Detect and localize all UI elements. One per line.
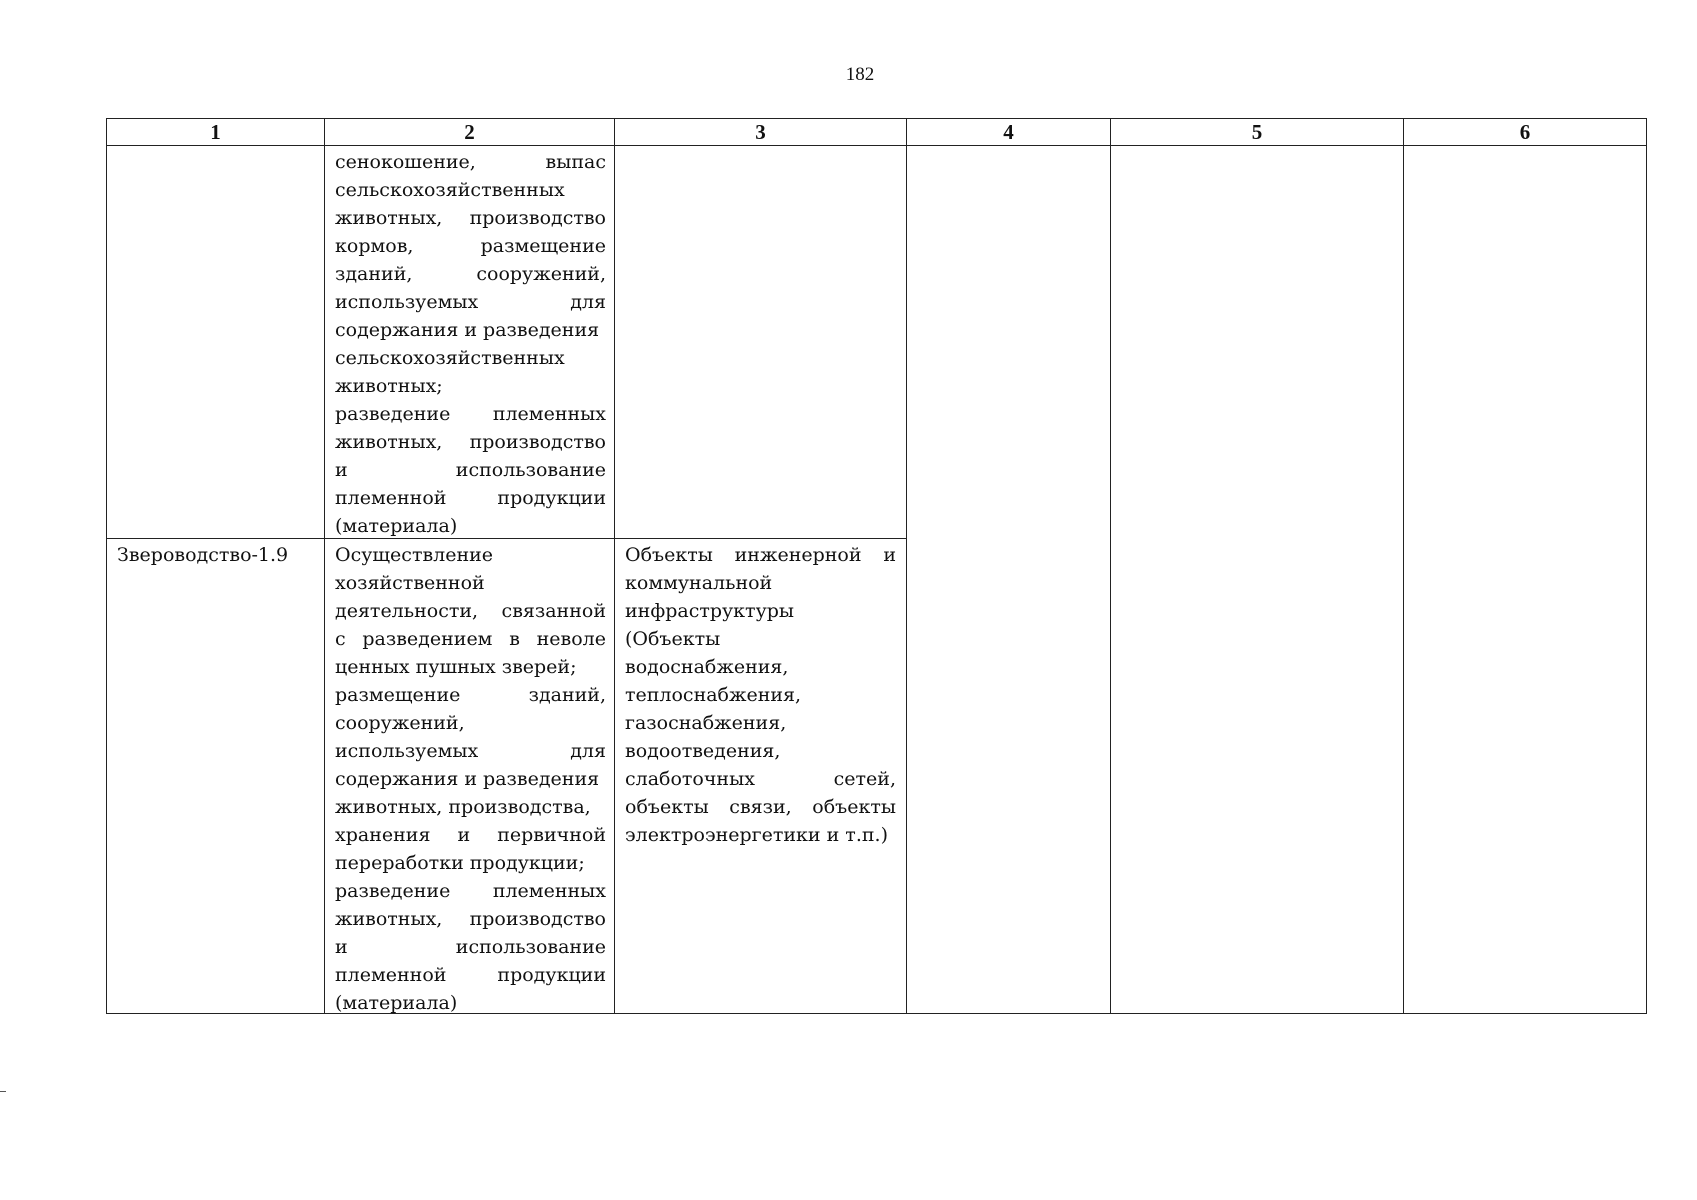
row2-description-word: сооружений, — [335, 712, 465, 734]
row1-description-word: используемых — [335, 291, 479, 313]
row2-description-line — [335, 821, 606, 849]
row2-description-word: деятельности, — [335, 600, 479, 622]
column-header-5: 5 — [1111, 119, 1404, 146]
row1-description-word: зданий, — [335, 263, 413, 285]
row2-description-word: животных, производства, — [335, 796, 591, 818]
row2-objects-word: инфраструктуры — [625, 600, 795, 622]
row2-description-line — [335, 597, 606, 625]
row2-description-line — [335, 765, 606, 793]
table-header-row — [107, 119, 1647, 146]
row2-objects-line — [625, 569, 896, 597]
row1-description-word: животных, — [335, 431, 443, 453]
row1-description-cell — [325, 146, 615, 539]
row1-description-word: животных, — [335, 207, 443, 229]
column-header-3: 3 — [615, 119, 907, 146]
row2-objects-line — [625, 709, 896, 737]
row2-objects-word: газоснабжения, — [625, 712, 787, 734]
row2-objects-word: объекты — [625, 796, 709, 818]
row1-description-line — [335, 400, 606, 428]
column-6-cell — [1404, 146, 1647, 1014]
row2-objects-word: инженерной — [734, 544, 862, 566]
row2-description-word: ценных пушных зверей; — [335, 656, 577, 678]
row2-description-word: используемых — [335, 740, 479, 762]
row2-description-word: разведение — [335, 880, 451, 902]
row2-objects-word: коммунальной — [625, 572, 773, 594]
row2-description-word: разведением — [362, 628, 493, 650]
row2-description-word: использование — [455, 936, 606, 958]
row2-description-line — [335, 989, 606, 1017]
page-number: 182 — [845, 64, 875, 85]
row1-description-line — [335, 288, 606, 316]
row1-description-word: кормов, — [335, 235, 414, 257]
row1-description-word: животных; — [335, 375, 443, 397]
row2-description-word: в — [509, 628, 520, 650]
row2-description-word: племенных — [492, 880, 606, 902]
row1-description-line — [335, 344, 606, 372]
row2-description-word: Осуществление — [335, 544, 494, 566]
row2-use-type-cell — [107, 539, 325, 1014]
row2-description-word: для — [570, 740, 606, 762]
row1-description-line — [335, 316, 606, 344]
row1-description-word: производство — [469, 431, 606, 453]
row1-description-line — [335, 204, 606, 232]
row2-description-line — [335, 541, 606, 569]
row2-objects-line — [625, 653, 896, 681]
row2-objects-line — [625, 821, 896, 849]
fur-farming-code: Звероводство-1.9 — [117, 544, 289, 566]
row2-objects-text — [615, 539, 906, 1013]
row2-objects-word: и — [883, 544, 896, 566]
row2-description-line — [335, 961, 606, 989]
row1-description-word: племенной — [335, 487, 447, 509]
column-5-cell — [1111, 146, 1404, 1014]
row1-description-line — [335, 260, 606, 288]
column-header-2: 2 — [325, 119, 615, 146]
row2-description-cell — [325, 539, 615, 1014]
row1-description-word: племенных — [492, 403, 606, 425]
scan-edge-mark — [0, 1091, 6, 1092]
row1-description-word: размещение — [480, 235, 606, 257]
row1-description-word: сельскохозяйственных — [335, 347, 565, 369]
row1-description-word: сооружений, — [476, 263, 606, 285]
row2-objects-word: Объекты — [625, 544, 713, 566]
row2-objects-word: связи, — [729, 796, 792, 818]
row2-objects-word: объекты — [812, 796, 896, 818]
row2-objects-line — [625, 737, 896, 765]
row2-objects-line — [625, 597, 896, 625]
row1-description-word: выпас — [545, 151, 606, 173]
row2-description-line — [335, 709, 606, 737]
column-4-cell — [907, 146, 1111, 1014]
row2-description-word: продукции — [497, 964, 606, 986]
row2-description-word: племенной — [335, 964, 447, 986]
column-header-4: 4 — [907, 119, 1111, 146]
row2-description-text — [325, 539, 614, 1013]
row1-description-word: сенокошение, — [335, 151, 476, 173]
row2-description-word: и — [335, 936, 348, 958]
row2-description-word: размещение — [335, 684, 461, 706]
row2-description-word: зданий, — [528, 684, 606, 706]
row2-description-line — [335, 933, 606, 961]
row2-description-word: связанной — [501, 600, 606, 622]
row2-description-line — [335, 681, 606, 709]
row1-use-type-cell — [107, 146, 325, 539]
row2-objects-line — [625, 765, 896, 793]
row1-description-line — [335, 428, 606, 456]
row1-description-line — [335, 176, 606, 204]
column-header-1: 1 — [107, 119, 325, 146]
row2-objects-word: водоснабжения, — [625, 656, 789, 678]
row2-objects-word: (Объекты — [625, 628, 721, 650]
row2-description-line — [335, 905, 606, 933]
row2-objects-word: слаботочных — [625, 768, 755, 790]
row2-objects-line — [625, 625, 896, 653]
row2-objects-cell — [615, 539, 907, 1014]
row2-description-word: и — [457, 824, 471, 846]
row2-description-line — [335, 849, 606, 877]
row2-description-word: животных, — [335, 908, 443, 930]
row2-description-word: с — [335, 628, 346, 650]
row1-description-word: (материала) — [335, 515, 458, 537]
row1-description-word: для — [570, 291, 606, 313]
row2-objects-word: сетей, — [833, 768, 896, 790]
row2-description-word: первичной — [497, 824, 606, 846]
row2-description-line — [335, 625, 606, 653]
row1-description-text — [325, 146, 614, 538]
row1-description-word: разведение — [335, 403, 451, 425]
row2-objects-line — [625, 541, 896, 569]
row2-description-word: (материала) — [335, 992, 458, 1014]
row1-description-word: и — [335, 459, 348, 481]
row2-objects-line — [625, 681, 896, 709]
row1-description-word: сельскохозяйственных — [335, 179, 565, 201]
row2-description-line — [335, 653, 606, 681]
row2-objects-word: электроэнергетики и т.п.) — [625, 824, 888, 846]
row1-description-line — [335, 484, 606, 512]
row1-description-line — [335, 232, 606, 260]
row2-description-line — [335, 737, 606, 765]
land-use-table — [106, 118, 1647, 1014]
row2-description-word: неволе — [536, 628, 606, 650]
row1-description-line — [335, 456, 606, 484]
row1-description-word: продукции — [497, 487, 606, 509]
row1-description-line — [335, 148, 606, 176]
row2-objects-word: водоотведения, — [625, 740, 781, 762]
row2-description-line — [335, 569, 606, 597]
column-header-6: 6 — [1404, 119, 1647, 146]
row2-description-line — [335, 793, 606, 821]
row2-description-word: производство — [469, 908, 606, 930]
row1-description-word: производство — [469, 207, 606, 229]
row2-description-word: содержания и разведения — [335, 768, 600, 790]
row1-objects-cell — [615, 146, 907, 539]
row2-description-word: хозяйственной — [335, 572, 485, 594]
table-row — [107, 146, 1647, 539]
row2-description-line — [335, 877, 606, 905]
row2-objects-line — [625, 793, 896, 821]
row1-description-word: использование — [455, 459, 606, 481]
row2-objects-word: теплоснабжения, — [625, 684, 802, 706]
row2-description-word: хранения — [335, 824, 431, 846]
row1-description-word: содержания и разведения — [335, 319, 600, 341]
row1-description-line — [335, 372, 606, 400]
row2-description-word: переработки продукции; — [335, 852, 585, 874]
row1-description-line — [335, 512, 606, 540]
